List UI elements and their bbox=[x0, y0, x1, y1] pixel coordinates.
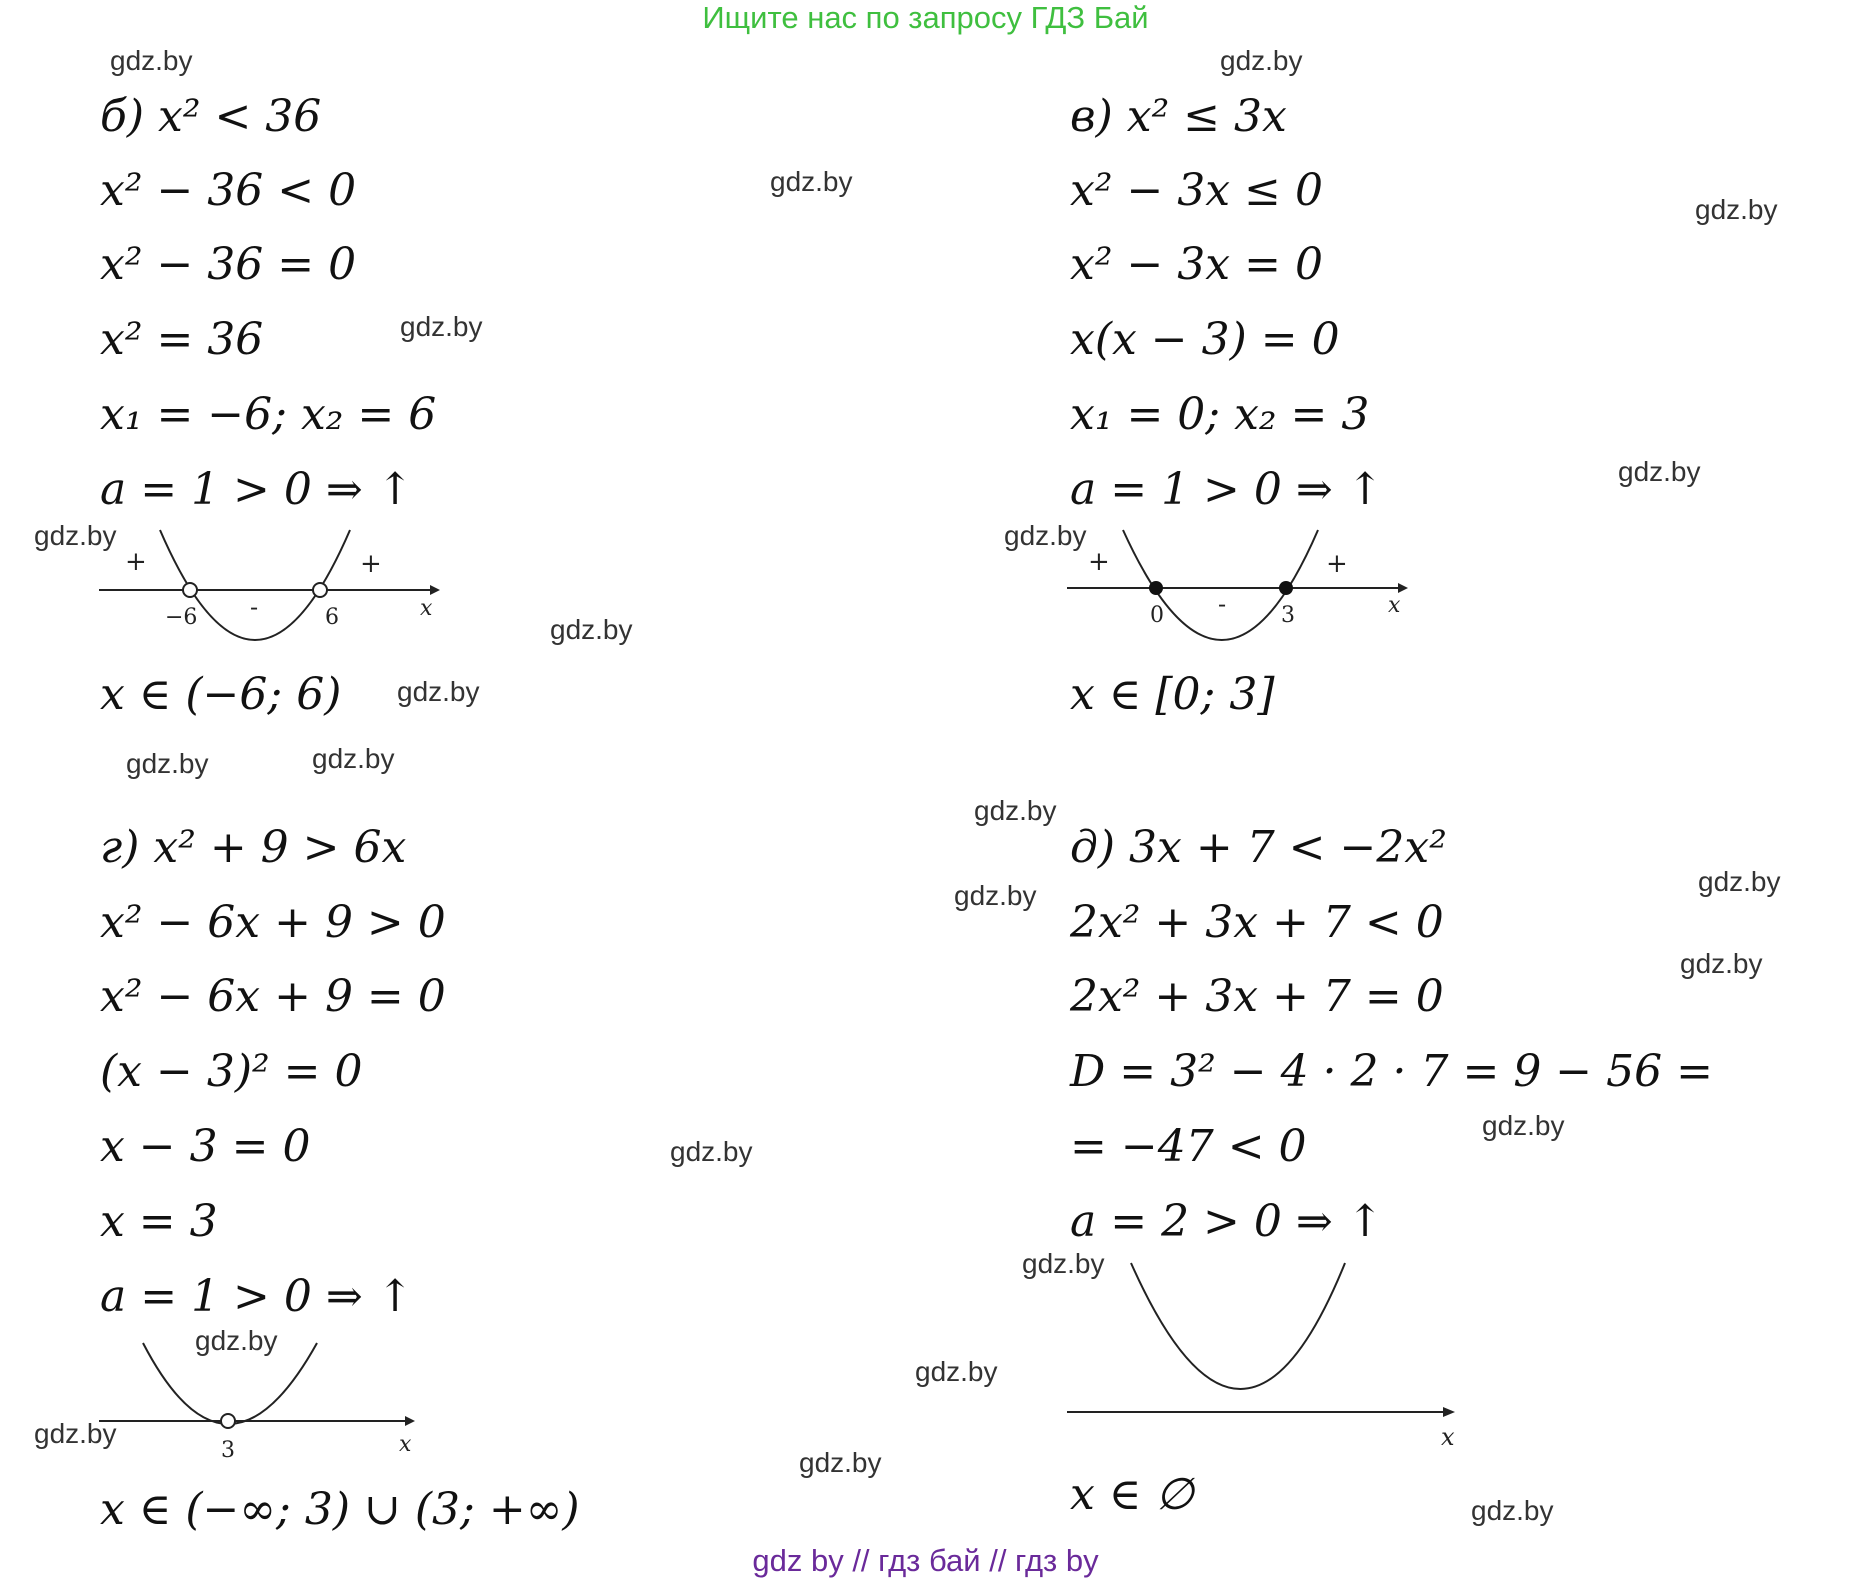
d-line-4: D = 3² − 4 · 2 · 7 = 9 − 56 = bbox=[1070, 1046, 1714, 1097]
g-root-open bbox=[221, 1414, 235, 1428]
g-line-2: x² − 6x + 9 > 0 bbox=[100, 897, 446, 948]
watermark: gdz.by bbox=[1482, 1110, 1565, 1141]
v-minus: - bbox=[1218, 590, 1227, 618]
watermark: gdz.by bbox=[1680, 948, 1763, 979]
d-parabola-graph bbox=[1063, 1255, 1473, 1455]
v-plus-left: + bbox=[1088, 547, 1110, 577]
bottom-banner: gdz by // гдз бай // гдз by bbox=[752, 1543, 1099, 1578]
g-answer: x ∈ (−∞; 3) ∪ (3; +∞) bbox=[100, 1484, 580, 1535]
b-minus: - bbox=[250, 593, 259, 621]
v-axis-label: x bbox=[1388, 593, 1401, 618]
d-line-5: = −47 < 0 bbox=[1070, 1121, 1307, 1172]
b-root-left-label: −6 bbox=[165, 605, 198, 630]
b-plus-left: + bbox=[125, 547, 147, 577]
g-root-label: 3 bbox=[221, 1438, 235, 1463]
watermark: gdz.by bbox=[1220, 45, 1303, 76]
v-parabola-graph bbox=[1063, 520, 1413, 650]
watermark: gdz.by bbox=[1618, 456, 1701, 487]
v-plus-right: + bbox=[1326, 549, 1348, 579]
v-root-right-label: 3 bbox=[1281, 603, 1295, 628]
watermark: gdz.by bbox=[1004, 520, 1087, 551]
d-parabola bbox=[1131, 1263, 1345, 1389]
top-banner: Ищите нас по запросу ГДЗ Бай bbox=[702, 0, 1149, 35]
watermark: gdz.by bbox=[126, 748, 209, 779]
watermark: gdz.by bbox=[974, 795, 1057, 826]
v-root-left-filled bbox=[1149, 581, 1163, 595]
watermark: gdz.by bbox=[915, 1356, 998, 1387]
watermark: gdz.by bbox=[34, 520, 117, 551]
b-line-1: б) x² < 36 bbox=[100, 91, 322, 142]
watermark: gdz.by bbox=[312, 743, 395, 774]
watermark: gdz.by bbox=[195, 1325, 278, 1356]
v-root-left-label: 0 bbox=[1150, 603, 1164, 628]
b-root-right-label: 6 bbox=[325, 605, 339, 630]
d-axis-label: x bbox=[1441, 1423, 1455, 1451]
d-axis-arrow bbox=[1443, 1407, 1455, 1417]
watermark: gdz.by bbox=[770, 166, 853, 197]
watermark: gdz.by bbox=[1022, 1248, 1105, 1279]
d-line-3: 2x² + 3x + 7 = 0 bbox=[1070, 971, 1444, 1022]
b-axis-arrow bbox=[430, 585, 440, 595]
b-line-6: a = 1 > 0 ⇒ ↑ bbox=[100, 464, 414, 515]
watermark: gdz.by bbox=[799, 1447, 882, 1478]
v-root-right-filled bbox=[1279, 581, 1293, 595]
watermark: gdz.by bbox=[34, 1418, 117, 1449]
d-line-1: д) 3x + 7 < −2x² bbox=[1070, 822, 1447, 873]
watermark: gdz.by bbox=[1695, 194, 1778, 225]
g-axis-arrow bbox=[405, 1416, 415, 1426]
watermark: gdz.by bbox=[670, 1136, 753, 1167]
watermark: gdz.by bbox=[1698, 866, 1781, 897]
b-axis-label: x bbox=[420, 596, 433, 621]
v-answer: x ∈ [0; 3] bbox=[1070, 669, 1275, 720]
g-line-1: г) x² + 9 > 6x bbox=[100, 822, 407, 873]
watermark: gdz.by bbox=[397, 676, 480, 707]
b-line-3: x² − 36 = 0 bbox=[100, 239, 357, 290]
v-line-6: a = 1 > 0 ⇒ ↑ bbox=[1070, 464, 1384, 515]
b-parabola-graph bbox=[95, 520, 445, 650]
d-line-2: 2x² + 3x + 7 < 0 bbox=[1070, 897, 1444, 948]
g-line-4: (x − 3)² = 0 bbox=[100, 1046, 363, 1097]
b-line-4: x² = 36 bbox=[100, 314, 264, 365]
g-line-3: x² − 6x + 9 = 0 bbox=[100, 971, 446, 1022]
b-root-left-open bbox=[183, 583, 197, 597]
watermark: gdz.by bbox=[954, 880, 1037, 911]
g-line-7: a = 1 > 0 ⇒ ↑ bbox=[100, 1271, 414, 1322]
v-line-4: x(x − 3) = 0 bbox=[1070, 314, 1340, 365]
v-line-2: x² − 3x ≤ 0 bbox=[1070, 165, 1323, 216]
d-line-6: a = 2 > 0 ⇒ ↑ bbox=[1070, 1196, 1384, 1247]
g-line-6: x = 3 bbox=[100, 1196, 218, 1247]
d-answer: x ∈ ∅ bbox=[1070, 1469, 1194, 1520]
v-axis-arrow bbox=[1398, 583, 1408, 593]
watermark: gdz.by bbox=[550, 614, 633, 645]
watermark: gdz.by bbox=[400, 311, 483, 342]
b-root-right-open bbox=[313, 583, 327, 597]
b-line-2: x² − 36 < 0 bbox=[100, 165, 357, 216]
v-line-5: x₁ = 0; x₂ = 3 bbox=[1070, 389, 1370, 440]
b-answer: x ∈ (−6; 6) bbox=[100, 669, 342, 720]
v-line-1: в) x² ≤ 3x bbox=[1070, 91, 1287, 142]
watermark: gdz.by bbox=[110, 45, 193, 76]
g-line-5: x − 3 = 0 bbox=[100, 1121, 311, 1172]
b-line-5: x₁ = −6; x₂ = 6 bbox=[100, 389, 437, 440]
g-axis-label: x bbox=[399, 1432, 412, 1457]
watermark: gdz.by bbox=[1471, 1495, 1554, 1526]
v-line-3: x² − 3x = 0 bbox=[1070, 239, 1323, 290]
b-plus-right: + bbox=[360, 549, 382, 579]
